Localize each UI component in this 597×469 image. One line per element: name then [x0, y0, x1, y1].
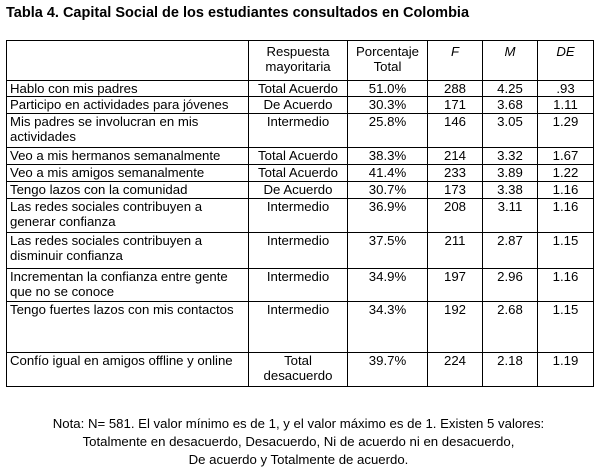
- cell-item: Tengo lazos con la comunidad: [7, 182, 249, 199]
- cell-f: 288: [428, 81, 483, 97]
- cell-m: 3.05: [483, 114, 538, 148]
- table-row: [7, 165, 594, 182]
- cell-item: Confío igual en amigos offline y online: [7, 353, 249, 387]
- cell-respuesta: Total Acuerdo: [249, 148, 348, 165]
- cell-item: Las redes sociales contribuyen a generar confianza: [7, 199, 249, 233]
- cell-respuesta: Intermedio: [249, 233, 348, 269]
- table-row: [7, 233, 594, 269]
- table-row: [7, 302, 594, 353]
- table-row: [7, 199, 594, 233]
- table-row: [7, 182, 594, 199]
- cell-f: 233: [428, 165, 483, 182]
- cell-f: 146: [428, 114, 483, 148]
- cell-f: 211: [428, 233, 483, 269]
- cell-respuesta: Intermedio: [249, 199, 348, 233]
- cell-item: Veo a mis amigos semanalmente: [7, 165, 249, 182]
- table-row: [7, 269, 594, 302]
- cell-porcentaje: 30.7%: [348, 182, 428, 199]
- cell-de: 1.19: [538, 353, 594, 387]
- cell-de: 1.29: [538, 114, 594, 148]
- cell-m: 2.18: [483, 353, 538, 387]
- header-respuesta: Respuesta mayoritaria: [249, 41, 348, 81]
- cell-f: 173: [428, 182, 483, 199]
- cell-m: 3.32: [483, 148, 538, 165]
- cell-de: 1.16: [538, 269, 594, 302]
- cell-f: 224: [428, 353, 483, 387]
- cell-item: Las redes sociales contribuyen a disminuir confianza: [7, 233, 249, 269]
- cell-m: 2.96: [483, 269, 538, 302]
- header-item: [7, 41, 249, 81]
- cell-f: 197: [428, 269, 483, 302]
- cell-porcentaje: 38.3%: [348, 148, 428, 165]
- cell-de: 1.67: [538, 148, 594, 165]
- cell-porcentaje: 34.3%: [348, 302, 428, 353]
- header-porcentaje: Porcentaje Total: [348, 41, 428, 81]
- cell-item: Mis padres se involucran en mis actividades: [7, 114, 249, 148]
- cell-m: 3.89: [483, 165, 538, 182]
- cell-f: 192: [428, 302, 483, 353]
- note-line-3: De acuerdo y Totalmente de acuerdo.: [188, 452, 409, 467]
- cell-f: 214: [428, 148, 483, 165]
- cell-respuesta: De Acuerdo: [249, 97, 348, 114]
- cell-de: 1.22: [538, 165, 594, 182]
- cell-f: 208: [428, 199, 483, 233]
- table-note: [0, 415, 597, 469]
- cell-de: 1.16: [538, 199, 594, 233]
- note-line-2: Totalmente en desacuerdo, Desacuerdo, Ni de acuerdo ni en desacuerdo,: [82, 434, 515, 449]
- cell-porcentaje: 39.7%: [348, 353, 428, 387]
- cell-item: Veo a mis hermanos semanalmente: [7, 148, 249, 165]
- cell-m: 2.87: [483, 233, 538, 269]
- cell-item: Participo en actividades para jóvenes: [7, 97, 249, 114]
- capital-social-table: [6, 40, 594, 387]
- note-line-1: Nota: N= 581. El valor mínimo es de 1, y el valor máximo es de 1. Existen 5 valores:: [52, 416, 545, 431]
- cell-respuesta: Total desacuerdo: [249, 353, 348, 387]
- table-row: [7, 97, 594, 114]
- cell-de: 1.15: [538, 302, 594, 353]
- cell-porcentaje: 37.5%: [348, 233, 428, 269]
- cell-m: 3.11: [483, 199, 538, 233]
- table-row: [7, 353, 594, 387]
- cell-respuesta: De Acuerdo: [249, 182, 348, 199]
- cell-item: Hablo con mis padres: [7, 81, 249, 97]
- cell-m: 3.38: [483, 182, 538, 199]
- header-m: M: [483, 41, 538, 81]
- cell-porcentaje: 41.4%: [348, 165, 428, 182]
- cell-porcentaje: 25.8%: [348, 114, 428, 148]
- cell-respuesta: Total Acuerdo: [249, 165, 348, 182]
- cell-de: 1.11: [538, 97, 594, 114]
- cell-respuesta: Intermedio: [249, 269, 348, 302]
- cell-item: Incrementan la confianza entre gente que no se conoce: [7, 269, 249, 302]
- table-row: [7, 114, 594, 148]
- table-row: [7, 81, 594, 97]
- table-title: Tabla 4. Capital Social de los estudiantes consultados en Colombia: [6, 5, 470, 21]
- header-f: F: [428, 41, 483, 81]
- cell-item: Tengo fuertes lazos con mis contactos: [7, 302, 249, 353]
- cell-de: 1.15: [538, 233, 594, 269]
- cell-respuesta: Total Acuerdo: [249, 81, 348, 97]
- cell-porcentaje: 34.9%: [348, 269, 428, 302]
- cell-m: 4.25: [483, 81, 538, 97]
- cell-de: 1.16: [538, 182, 594, 199]
- cell-porcentaje: 36.9%: [348, 199, 428, 233]
- cell-m: 3.68: [483, 97, 538, 114]
- cell-porcentaje: 30.3%: [348, 97, 428, 114]
- header-row: [7, 41, 594, 81]
- cell-f: 171: [428, 97, 483, 114]
- table-row: [7, 148, 594, 165]
- header-de: DE: [538, 41, 594, 81]
- cell-m: 2.68: [483, 302, 538, 353]
- cell-porcentaje: 51.0%: [348, 81, 428, 97]
- cell-respuesta: Intermedio: [249, 114, 348, 148]
- cell-respuesta: Intermedio: [249, 302, 348, 353]
- cell-de: .93: [538, 81, 594, 97]
